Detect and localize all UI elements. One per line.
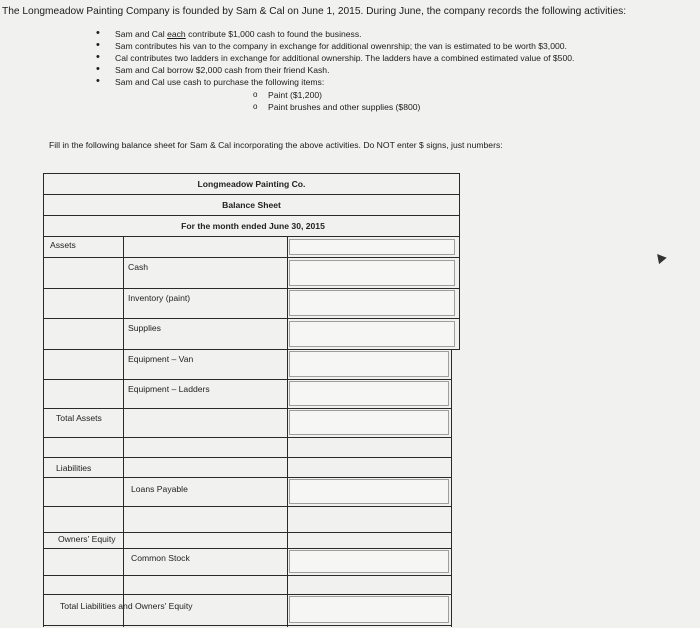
equipment-van-label: Equipment – Van: [128, 354, 194, 364]
activity-item: • Sam and Cal each contribute $1,000 cash to found the business.: [96, 27, 362, 39]
activity-item: • Sam and Cal use cash to purchase the following items:: [96, 75, 325, 87]
total-assets-amount-input[interactable]: [289, 410, 449, 435]
supplies-label: Supplies: [128, 323, 161, 333]
problem-intro: The Longmeadow Painting Company is founded by Sam & Cal on June 1, 2015. During June, the company records the following activities:: [2, 6, 627, 17]
inventory-amount-input[interactable]: [289, 290, 455, 316]
liabilities-label: Liabilities: [56, 463, 92, 473]
equipment-ladders-amount-input[interactable]: [289, 381, 449, 406]
common-stock-label: Common Stock: [131, 553, 190, 563]
loans-payable-label: Loans Payable: [131, 484, 188, 494]
purchase-item: o Paint brushes and other supplies ($800): [253, 102, 421, 112]
activity-item: • Sam contributes his van to the company in exchange for additional owenrship; the van is estimated to be worth $3,000.: [96, 39, 567, 51]
bullet-icon: •: [96, 51, 100, 63]
statement-period: For the month ended June 30, 2015: [181, 221, 325, 231]
assets-label: Assets: [50, 240, 76, 250]
activity-item: • Sam and Cal borrow $2,000 cash from their friend Kash.: [96, 63, 330, 75]
circle-bullet-icon: o: [253, 102, 258, 111]
assets-blank-input[interactable]: [289, 239, 455, 255]
supplies-amount-input[interactable]: [289, 321, 455, 347]
bullet-icon: •: [96, 27, 100, 39]
activity-item: • Cal contributes two ladders in exchange for additional ownership. The ladders have a combined estimated value of $500.: [96, 51, 575, 63]
instruction-text: Fill in the following balance sheet for Sam & Cal incorporating the above activities. Do NOT enter $ signs, just numbers:: [49, 140, 503, 150]
cash-amount-input[interactable]: [289, 260, 455, 286]
company-name: Longmeadow Painting Co.: [197, 179, 306, 189]
total-liabilities-equity-amount-input[interactable]: [289, 596, 449, 623]
bullet-icon: •: [96, 63, 100, 75]
equipment-van-amount-input[interactable]: [289, 351, 449, 377]
cash-label: Cash: [128, 262, 149, 272]
owners-equity-label: Owners' Equity: [58, 534, 116, 544]
inventory-label: Inventory (paint): [128, 293, 191, 303]
mouse-cursor-icon: [653, 251, 666, 264]
purchase-item: o Paint ($1,200): [253, 90, 322, 100]
bullet-icon: •: [96, 75, 100, 87]
bullet-icon: •: [96, 39, 100, 51]
total-liabilities-equity-label: Total Liabilities and Owners' Equity: [60, 601, 193, 611]
circle-bullet-icon: o: [253, 90, 258, 99]
common-stock-amount-input[interactable]: [289, 550, 449, 573]
total-assets-label: Total Assets: [56, 413, 102, 423]
equipment-ladders-label: Equipment – Ladders: [128, 384, 210, 394]
statement-title: Balance Sheet: [222, 200, 281, 210]
loans-payable-amount-input[interactable]: [289, 479, 449, 504]
